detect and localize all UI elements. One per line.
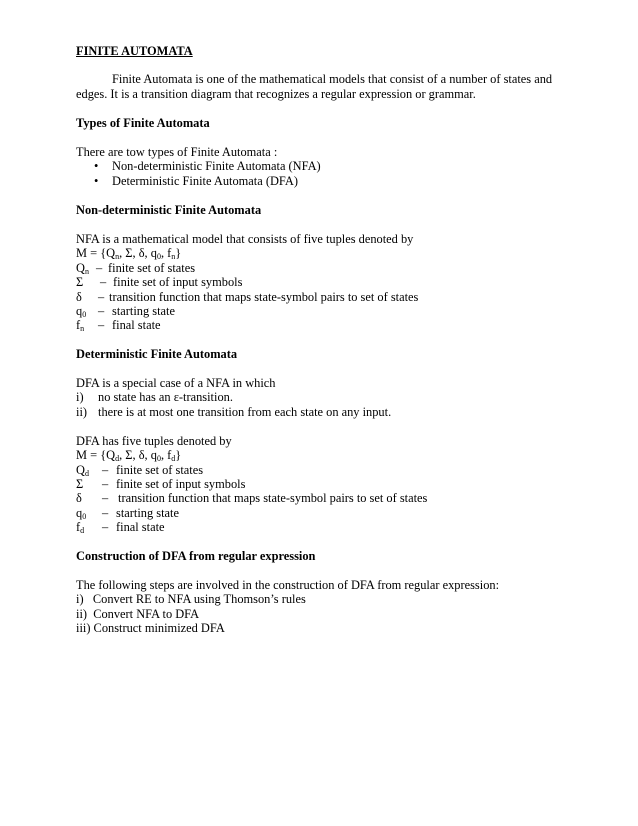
bullet-icon: • [94,174,99,188]
dfa-condition-1: i) no state has an ε-transition. [76,390,233,404]
dfa-def-final: $f_d$ – final state [76,520,165,535]
construction-intro: The following steps are involved in the construction of DFA from regular expression: [76,578,500,592]
types-item-dfa: Deterministic Finite Automata (DFA) [112,174,298,188]
nfa-def-states: $Q_n$ – finite set of states [76,261,196,276]
nfa-def-start: $q_0$ – starting state [76,304,175,319]
nfa-intro: NFA is a mathematical model that consists of five tuples denoted by [76,232,414,246]
types-item-nfa: Non-deterministic Finite Automata (NFA) [112,159,321,173]
dfa-tuple: $M = \{Q_d$, Σ, δ, $q_0$, $f_d$} [76,448,182,463]
document-title: FINITE AUTOMATA [76,44,193,58]
types-intro: There are tow types of Finite Automata : [76,145,278,159]
dfa-intro: DFA is a special case of a NFA in which [76,376,276,390]
dfa-intro-2: DFA has five tuples denoted by [76,434,232,448]
bullet-icon: • [94,159,99,173]
nfa-heading: Non-deterministic Finite Automata [76,203,262,217]
nfa-def-transition: δ – transition function that maps state-symbol pairs to set of states [76,290,419,304]
dfa-heading: Deterministic Finite Automata [76,347,238,361]
nfa-tuple: $M = \{Q_n$, Σ, δ, $q_0$, $f_n$} [76,246,182,261]
types-heading: Types of Finite Automata [76,116,210,130]
nfa-def-alphabet: Σ – finite set of input symbols [76,275,243,289]
construction-heading: Construction of DFA from regular expression [76,549,316,563]
construction-step-3: iii) Construct minimized DFA [76,621,225,635]
intro-line-2: edges. It is a transition diagram that recognizes a regular expression or grammar. [76,87,476,101]
intro-line-1: Finite Automata is one of the mathematical models that consist of a number of states and [112,72,553,86]
construction-step-1: i) Convert RE to NFA using Thomson’s rules [76,592,306,606]
dfa-def-transition: δ – transition function that maps state-symbol pairs to set of states [76,491,428,505]
dfa-def-alphabet: Σ – finite set of input symbols [76,477,246,491]
dfa-def-states: $Q_d$ – finite set of states [76,463,204,478]
dfa-def-start: $q_0$ – starting state [76,506,179,521]
nfa-def-final: $f_n$ – final state [76,318,161,333]
construction-step-2: ii) Convert NFA to DFA [76,607,200,621]
dfa-condition-2: ii) there is at most one transition from each state on any input. [76,405,392,419]
